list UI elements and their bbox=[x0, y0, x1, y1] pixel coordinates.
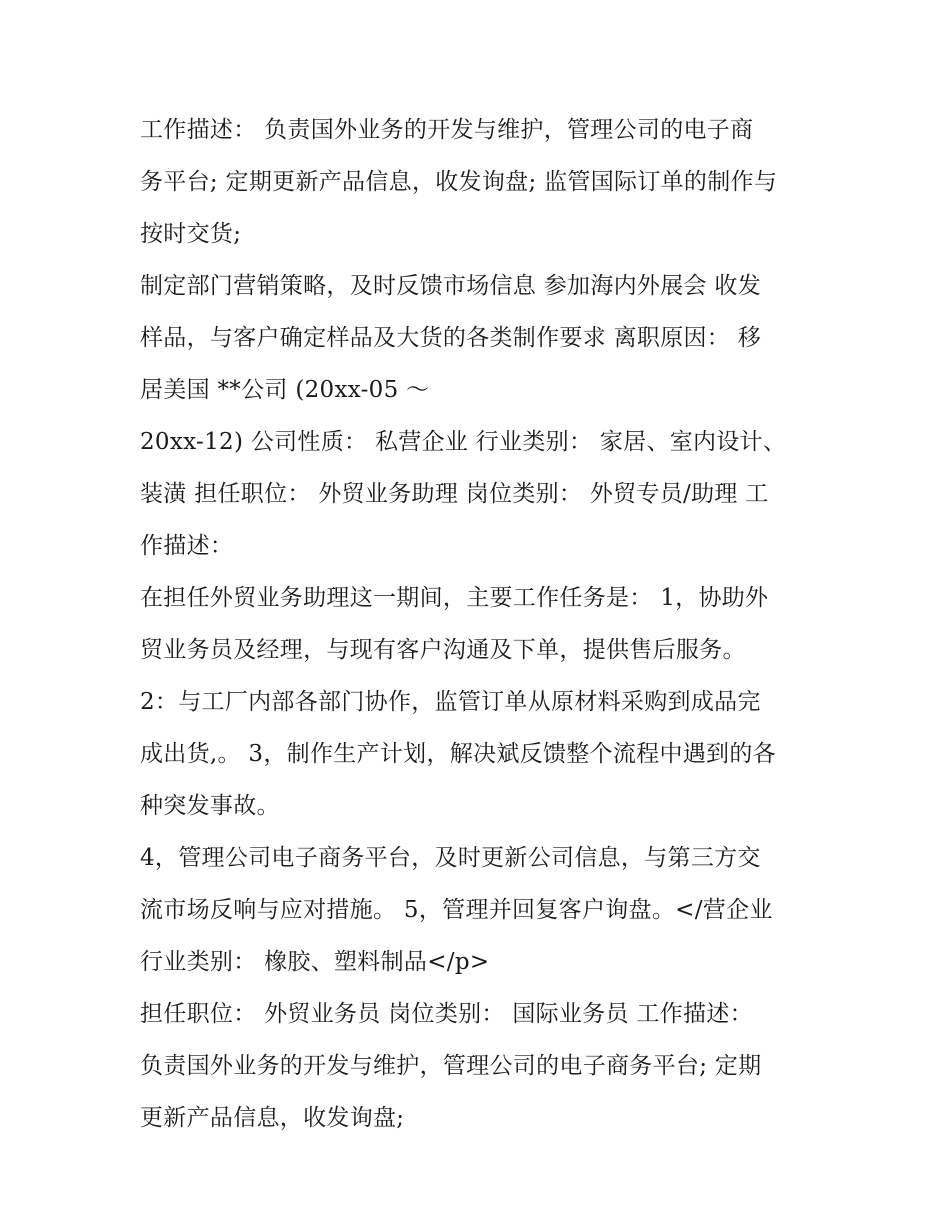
text-line-4: 制定部门营销策略，及时反馈市场信息 参加海内外展会 收发 bbox=[140, 273, 762, 299]
text-line-5: 样品，与客户确定样品及大货的各类制作要求 离职原因： 移 bbox=[140, 325, 762, 351]
text-line-12: 2：与工厂内部各部门协作，监管订单从原材料采购到成品完 bbox=[140, 689, 761, 715]
text-line-7: 20xx-12) 公司性质： 私营企业 行业类别： 家居、室内设计、 bbox=[140, 429, 787, 455]
text-line-14: 种突发事故。 bbox=[140, 793, 280, 819]
text-line-11: 贸业务员及经理，与现有客户沟通及下单，提供售后服务。 bbox=[140, 637, 746, 663]
text-line-6: 居美国 **公司 (20xx-05 ～ bbox=[140, 377, 430, 403]
text-line-10: 在担任外贸业务助理这一期间，主要工作任务是： 1，协助外 bbox=[140, 585, 769, 611]
text-line-16: 流市场反响与应对措施。 5，管理并回复客户询盘。</营企业 bbox=[140, 897, 773, 923]
text-line-2: 务平台; 定期更新产品信息，收发询盘; 监管国际订单的制作与 bbox=[140, 169, 778, 195]
text-line-13: 成出货,。 3，制作生产计划，解决斌反馈整个流程中遇到的各 bbox=[140, 741, 776, 767]
text-line-20: 更新产品信息，收发询盘; bbox=[140, 1105, 405, 1131]
text-line-19: 负责国外业务的开发与维护，管理公司的电子商务平台; 定期 bbox=[140, 1053, 762, 1079]
text-line-3: 按时交货; bbox=[140, 221, 242, 247]
text-line-17: 行业类别： 橡胶、塑料制品</p> bbox=[140, 949, 490, 975]
text-line-18: 担任职位： 外贸业务员 岗位类别： 国际业务员 工作描述： bbox=[140, 1001, 753, 1027]
text-line-9: 作描述： bbox=[140, 533, 234, 559]
text-line-1: 工作描述： 负责国外业务的开发与维护，管理公司的电子商 bbox=[140, 117, 754, 143]
text-line-15: 4，管理公司电子商务平台，及时更新公司信息，与第三方交 bbox=[140, 845, 761, 871]
text-line-8: 装潢 担任职位： 外贸业务助理 岗位类别： 外贸专员/助理 工 bbox=[140, 481, 769, 507]
document-body bbox=[140, 108, 820, 1148]
